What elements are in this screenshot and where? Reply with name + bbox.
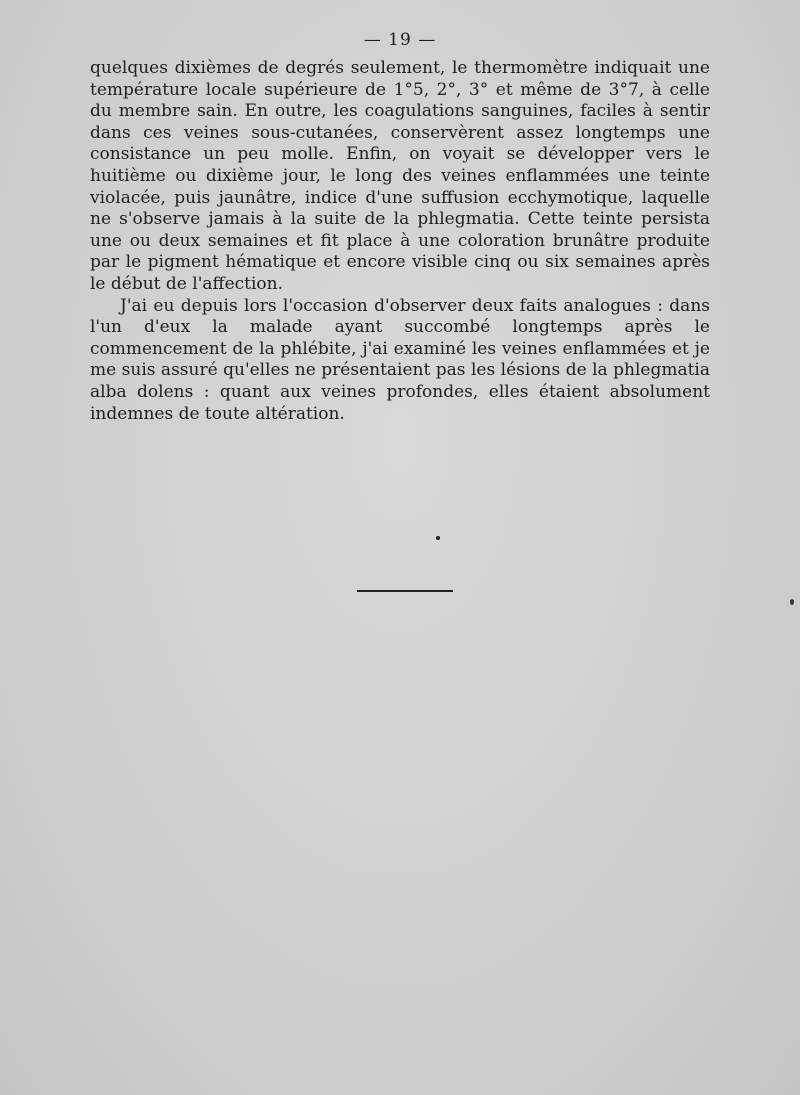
paragraph-2: J'ai eu depuis lors l'occasion d'observer deux faits analogues : dans l'un d'eux la malade ayant succombé longtemps après le commencement de la phlébite, j'ai examiné les veines enflammées et je me suis assuré qu'elles ne présentaient pas les lésions de la phlegmatia alba dolens : quant aux veines profondes, elles étaient absolument indemnes de toute altération. [90,295,710,424]
edge-speck [790,599,794,605]
page-number: — 19 — [363,30,437,50]
paragraph-1: quelques dixièmes de degrés seulement, le thermomètre indiquait une température locale supérieure de 1°5, 2°, 3° et même de 3°7, à celle du membre sain. En outre, les coagulations sanguines, faciles à sentir dans ces veines sous-cutanées, conservèrent assez longtemps une consistance un peu molle. Enfin, on voyait se développer vers le huitième ou dixième jour, le long des veines enflammées une teinte violacée, puis jaunâtre, indice d'une suffusion ecchymotique, laquelle ne s'observe jamais à la suite de la phlegmatia. Cette teinte persista une ou deux semaines et fit place à une coloration brunâtre produite par le pigment hématique et encore visible cinq ou six semaines après le début de l'affection. [90,58,710,294]
ink-dot [436,536,440,540]
body-text [90,58,710,425]
section-separator-rule [357,590,453,592]
